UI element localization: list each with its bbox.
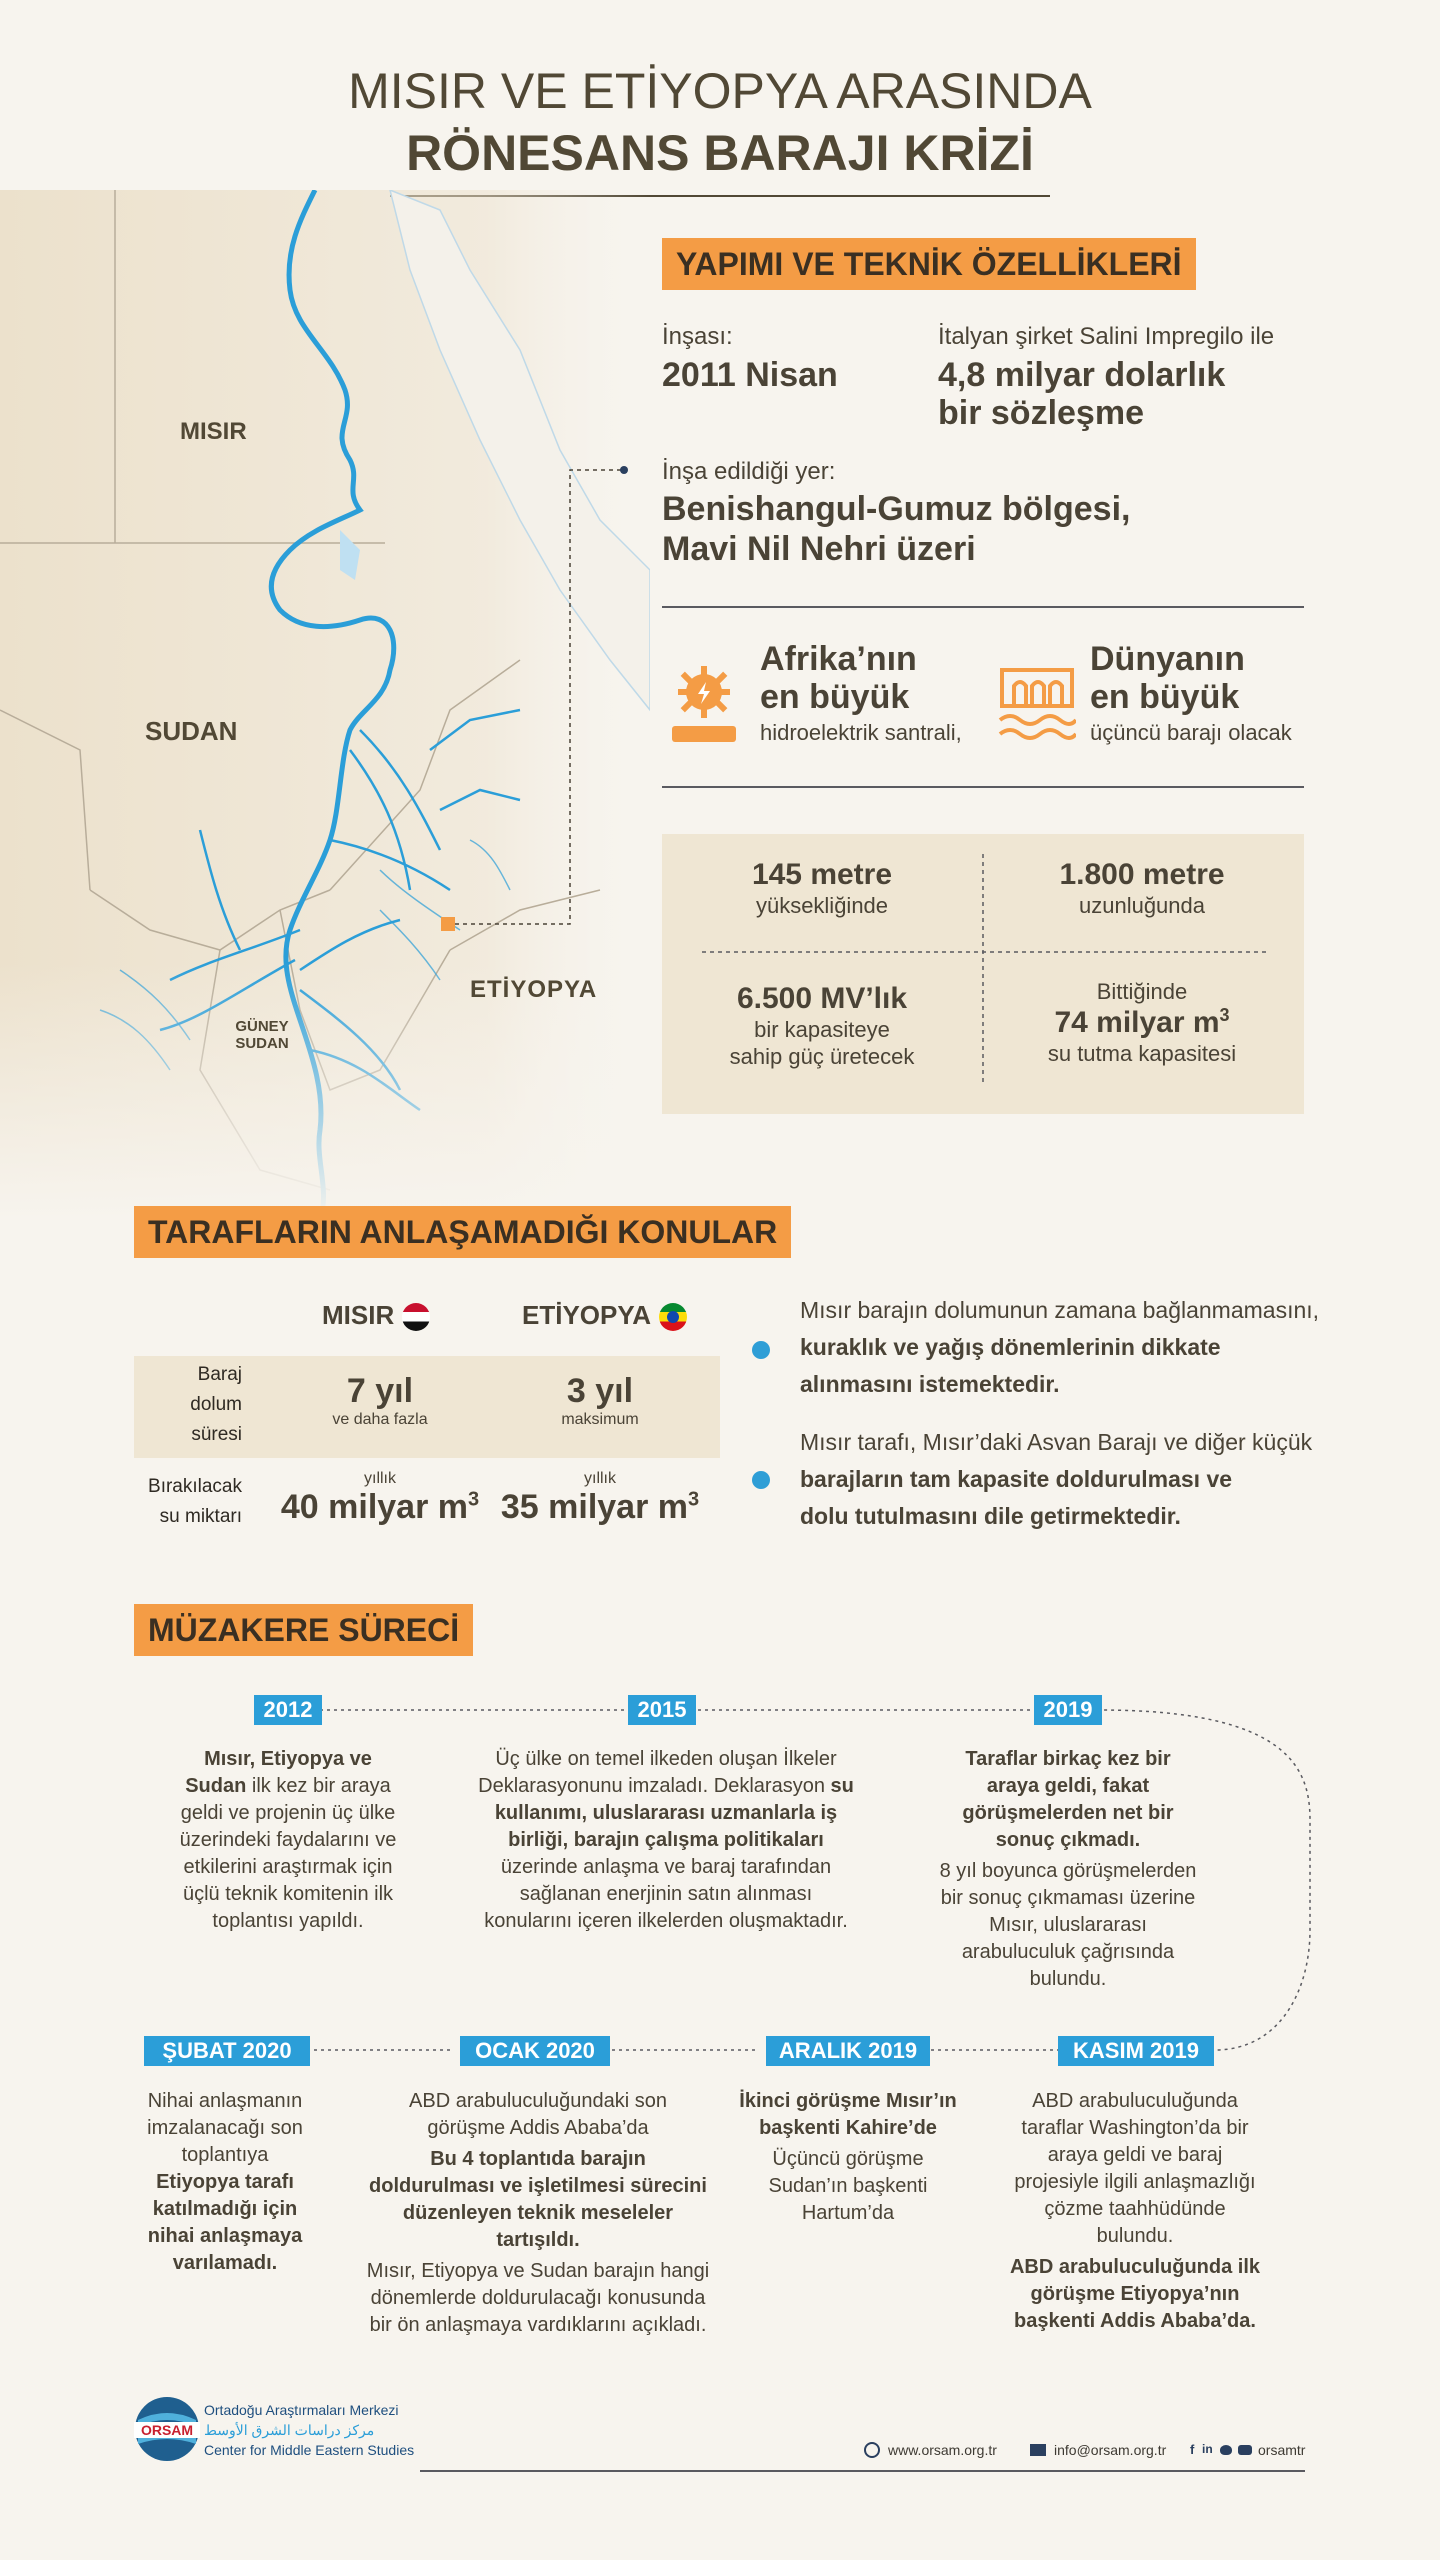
ethiopia-flag-icon [659,1303,687,1331]
year-subat-2020: ŞUBAT 2020 [144,2036,310,2066]
event-subat-2020: Nihai anlaşmanın imzalanacağı son toplantıya Etiyopya tarafı katılmadığı için nihai anlaşmaya varılamadı. [147,2090,303,2274]
construction-label: İnşası: [662,323,733,350]
orsam-logo-text: ORSAM [134,2422,200,2438]
event-2012: Mısır, Etiyopya ve Sudan ilk kez bir araya geldi ve projenin üç ülke üzerindeki faydalarını ve etkilerini araştırmak için üçlü teknik komitenin ilk toplantısı yapıldı. [179,1748,397,1932]
africa-big-1: Afrika’nın [760,640,917,678]
stats-box [662,834,1304,1114]
stat-height: 145 metre yüksekliğinde [751,858,893,918]
org-name-tr: Ortadoğu Araştırmaları Merkezi [204,2402,399,2418]
event-aralik-2019: İkinci görüşme Mısır’ın başkenti Kahire’de Üçüncü görüşme Sudan’ın başkenti Hartum’da [739,2090,957,2224]
map-label-egypt: MISIR [180,418,247,445]
construction-value: 2011 Nisan [662,356,838,394]
egypt-fill-cell: 7 yıl ve daha fazla [332,1372,428,1428]
stat-storage: Bittiğinde 74 milyar $m^3$ su tutma kapasitesi [1047,979,1237,1066]
ethiopia-header: ETİYOPYA [522,1300,687,1331]
dam-icon [998,666,1076,746]
world-big-2: en büyük [1090,678,1240,716]
event-kasim-2019: ABD arabuluculuğunda taraflar Washington’da bir araya geldi ve baraj projesiyle ilgili anlaşmazlığı çözme taahhüdünde bulundu. ABD arabuluculuğunda ilk görüşme Etiyopya’nın başkenti Addis Ababa’da. [1009,2090,1261,2332]
specs-banner: YAPIMI VE TEKNİK ÖZELLİKLERİ [662,238,1196,290]
point-2-text: Mısır tarafı, Mısır’daki Asvan Barajı ve diğer küçük barajların tam kapasite doldurulması ve dolu tutulmasını dile getirmektedir. [800,1429,1313,1529]
bullet-point-2 [752,1471,770,1489]
stat-length: 1.800 metre uzunluğunda [1059,858,1225,918]
event-2019: Taraflar birkaç kez bir araya geldi, fakat görüşmelerden net bir sonuç çıkmadı. 8 yıl boyunca görüşmelerden bir sonuç çıkmaması üzerine Mısır, uluslararası arabuluculuk çağrısında bulundu. [939,1748,1197,1990]
ethiopia-water-cell: yıllık 35 milyar $m^3$ [500,1470,700,1526]
map-label-sudan: SUDAN [145,716,238,746]
world-big-1: Dünyanın [1090,640,1245,678]
africa-small: hidroelektrik santrali, [760,720,962,745]
hydroelectric-icon [666,664,742,746]
fill-duration-label: Baraj dolum süresi [190,1364,242,1445]
location-value-1: Benishangul-Gumuz bölgesi, [662,490,1131,528]
point-1-text: Mısır barajın dolumunun zamana bağlanmamasını, kuraklık ve yağış dönemlerinin dikkate alınmasını istemektedir. [800,1297,1320,1397]
email-link[interactable]: info@orsam.org.tr [1054,2442,1167,2458]
water-amount-label: Bırakılacak su miktarı [148,1476,242,1527]
nile-region-map [0,190,650,1220]
year-2019: 2019 [1034,1695,1102,1725]
dam-location-marker [441,917,455,931]
map-label-south-sudan: GÜNEY SUDAN [235,1018,289,1052]
footer-divider [420,2470,1305,2472]
location-label: İnşa edildiği yer: [662,458,836,485]
year-2012: 2012 [254,1695,322,1725]
year-aralik-2019: ARALIK 2019 [766,2036,930,2066]
egypt-water-cell: yıllık 40 milyar $m^3$ [280,1470,480,1526]
contract-value-2: bir sözleşme [938,394,1144,432]
contract-value-1: 4,8 milyar dolarlık [938,356,1226,394]
linkedin-icon[interactable]: in [1202,2442,1213,2456]
world-small: üçüncü barajı olacak [1090,720,1292,745]
globe-icon [864,2442,880,2458]
title-line-2: RÖNESANS BARAJI KRİZİ [406,125,1034,181]
facebook-icon[interactable]: f [1190,2442,1195,2457]
event-2015: Üç ülke on temel ilkeden oluşan İlkeler Deklarasyonunu imzaladı. Deklarasyon su kullanımı, uluslararası uzmanlarla iş birliği, barajın çalışma politikaları üzerinde anlaşma ve baraj tarafından sağlanan enerjinin satın alınması konularını içeren ilkelerden oluşmaktadır. [478,1748,854,1932]
year-kasim-2019: KASIM 2019 [1058,2036,1214,2066]
mail-icon [1030,2444,1046,2456]
africa-big-2: en büyük [760,678,910,716]
bullet-point-1 [752,1341,770,1359]
org-name-ar: مركز دراسات الشرق الأوسط [204,2422,375,2438]
disagreements-banner: TARAFLARIN ANLAŞAMADIĞI KONULAR [134,1206,791,1258]
year-2015: 2015 [628,1695,696,1725]
website-link[interactable]: www.orsam.org.tr [888,2442,997,2458]
twitter-icon[interactable] [1220,2445,1232,2455]
title-line-1: MISIR VE ETİYOPYA ARASINDA [348,63,1092,119]
stat-power: 6.500 MV’lık bir kapasiteye sahip güç üretecek [729,982,915,1069]
youtube-icon[interactable] [1238,2445,1252,2455]
specs-divider-top [662,606,1304,608]
ethiopia-fill-cell: 3 yıl maksimum [561,1372,639,1428]
contract-label: İtalyan şirket Salini Impregilo ile [938,323,1275,350]
egypt-header: MISIR [322,1300,430,1331]
egypt-flag-icon [402,1303,430,1331]
timeline-banner: MÜZAKERE SÜRECİ [134,1604,473,1656]
org-name-en: Center for Middle Eastern Studies [204,2442,415,2458]
map-label-ethiopia: ETİYOPYA [470,976,598,1003]
year-ocak-2020: OCAK 2020 [460,2036,610,2066]
location-value-2: Mavi Nil Nehri üzeri [662,530,976,568]
social-handle[interactable]: orsamtr [1258,2442,1306,2458]
specs-divider-bottom [662,786,1304,788]
event-ocak-2020: ABD arabuluculuğundaki son görüşme Addis Ababa’da Bu 4 toplantıda barajın doldurulması ve işletilmesi sürecini düzenleyen teknik meseleler tartışıldı. Mısır, Etiyopya ve Sudan barajın hangi dönemlerde doldurulacağı konusunda bir ön anlaşmaya vardıklarını açıkladı. [366,2090,710,2336]
